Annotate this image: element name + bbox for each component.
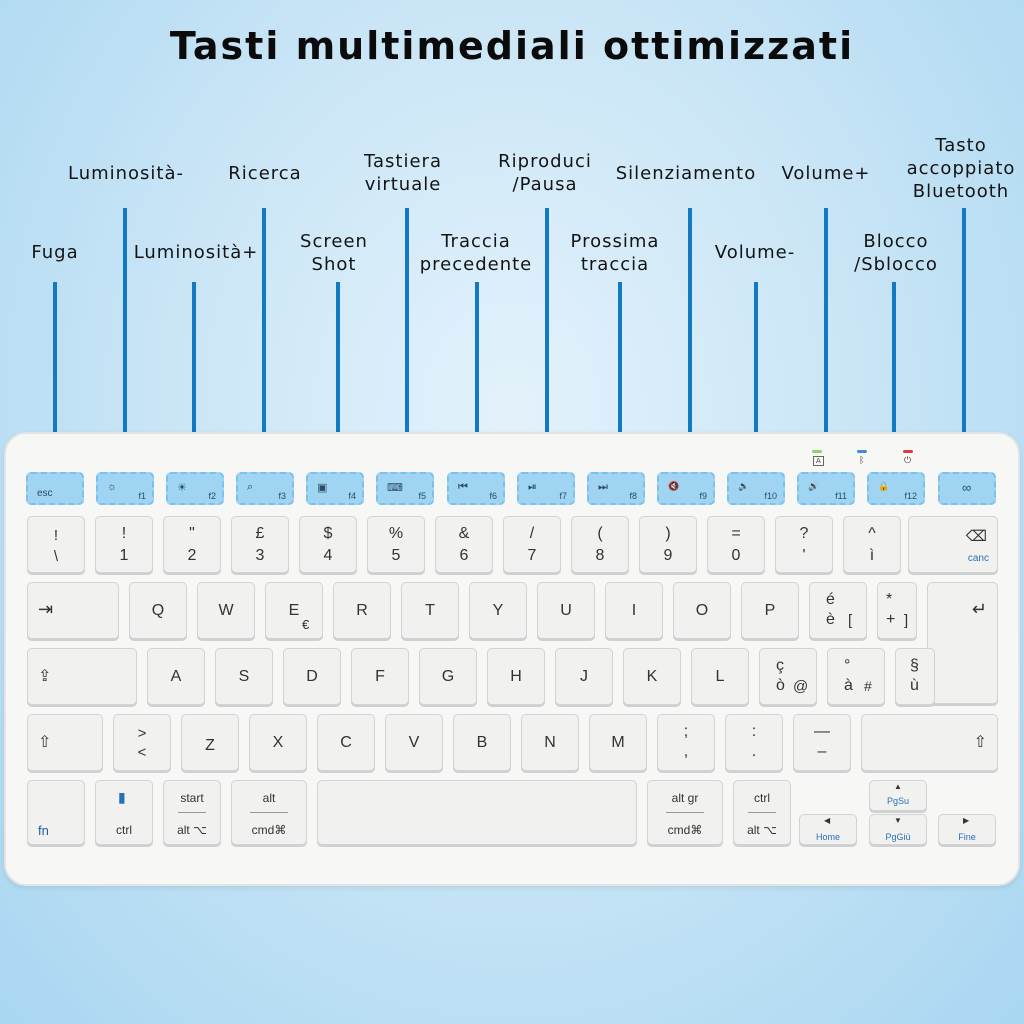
f6-key[interactable]: ⏮ f6 xyxy=(447,472,505,505)
tab-icon: ⇥ xyxy=(38,599,54,619)
lock-icon: 🔒 xyxy=(878,481,890,491)
key-1[interactable]: ! 1 xyxy=(95,516,153,573)
key-m[interactable]: M xyxy=(589,714,647,771)
key-2[interactable]: " 2 xyxy=(163,516,221,573)
tab-key[interactable] xyxy=(27,582,119,639)
f5-key[interactable]: ⌨ f5 xyxy=(376,472,434,505)
key-6[interactable]: & 6 xyxy=(435,516,493,573)
key-comma[interactable]: ; , xyxy=(657,714,715,771)
key-0[interactable]: = 0 xyxy=(707,516,765,573)
arrow-left-icon: ◀ xyxy=(824,816,831,825)
key-i-grave[interactable]: ^ ì xyxy=(843,516,901,573)
label-screenshot: Screen Shot xyxy=(300,231,368,275)
arrow-up-icon: ▲ xyxy=(894,782,902,791)
fn-key[interactable]: fn xyxy=(27,780,85,845)
screenshot-icon: ▣ xyxy=(317,482,328,494)
label-prossima-traccia: Prossima traccia xyxy=(570,231,660,275)
key-plus[interactable]: * + ] xyxy=(877,582,917,639)
keyboard xyxy=(4,432,1020,886)
key-a-grave[interactable]: ° à # xyxy=(827,648,885,705)
key-divider xyxy=(748,812,776,813)
enter-icon: ↵ xyxy=(971,599,987,619)
caps-lock-arrow-icon: ⇪ xyxy=(38,668,52,685)
right-shift-key[interactable] xyxy=(861,714,998,771)
altgr-cmd-key[interactable]: alt gr cmd⌘ xyxy=(647,780,723,845)
esc-key[interactable]: esc xyxy=(26,472,84,505)
key-u[interactable]: U xyxy=(537,582,595,639)
key-w[interactable]: W xyxy=(197,582,255,639)
key-x[interactable]: X xyxy=(249,714,307,771)
key-dash[interactable]: — – xyxy=(793,714,851,771)
key-o[interactable]: O xyxy=(673,582,731,639)
f4-key[interactable]: ▣ f4 xyxy=(306,472,364,505)
bluetooth-pair-key[interactable] xyxy=(938,472,996,505)
play-pause-icon: ⏯ xyxy=(528,481,537,493)
bluetooth-led xyxy=(857,450,867,453)
label-silenziamento: Silenziamento xyxy=(615,163,757,184)
key-n[interactable]: N xyxy=(521,714,579,771)
home-key[interactable]: ◀ Home xyxy=(799,814,857,845)
key-z[interactable]: Z xyxy=(181,714,239,771)
key-8[interactable]: ( 8 xyxy=(571,516,629,573)
label-traccia-precedente: Traccia precedente xyxy=(419,231,533,275)
mute-icon: 🔇 xyxy=(668,481,680,491)
search-icon: ⌕ xyxy=(247,481,254,493)
caps-lock-key[interactable] xyxy=(27,648,137,705)
shift-icon: ⇧ xyxy=(38,734,52,751)
key-t[interactable]: T xyxy=(401,582,459,639)
label-tastiera-virtuale: Tastiera virtuale xyxy=(364,151,442,195)
label-fuga: Fuga xyxy=(31,242,79,263)
f12-key[interactable]: 🔒 f12 xyxy=(867,472,925,505)
key-backslash[interactable]: ! \ xyxy=(27,516,85,573)
f11-key[interactable]: 🔊 f11 xyxy=(797,472,855,505)
bluetooth-pair-icon: ∞ xyxy=(962,480,972,495)
f2-key[interactable]: ☀ f2 xyxy=(166,472,224,505)
key-9[interactable]: ) 9 xyxy=(639,516,697,573)
caps-lock-icon: A xyxy=(813,456,824,466)
key-e-grave[interactable]: é è [ xyxy=(809,582,867,639)
key-i[interactable]: I xyxy=(605,582,663,639)
key-period[interactable]: : . xyxy=(725,714,783,771)
label-ricerca: Ricerca xyxy=(228,163,302,184)
label-luminosita-plus: Luminosità+ xyxy=(133,242,259,263)
label-tasto-bluetooth: Tasto accoppiato Bluetooth xyxy=(906,135,1016,202)
key-h[interactable]: H xyxy=(487,648,545,705)
alt-cmd-key[interactable]: alt cmd⌘ xyxy=(231,780,307,845)
key-v[interactable]: V xyxy=(385,714,443,771)
page-title: Tasti multimediali ottimizzati xyxy=(169,24,855,68)
left-shift-key[interactable] xyxy=(27,714,103,771)
label-luminosita-minus: Luminosità- xyxy=(67,163,185,184)
next-track-icon: ⏭ xyxy=(598,481,608,493)
key-f[interactable]: F xyxy=(351,648,409,705)
end-key[interactable]: ▶ Fine xyxy=(938,814,996,845)
enter-key[interactable] xyxy=(927,582,998,704)
key-y[interactable]: Y xyxy=(469,582,527,639)
brightness-up-icon: ☀ xyxy=(177,482,187,494)
key-u-grave[interactable]: § ù xyxy=(895,648,935,705)
key-j[interactable]: J xyxy=(555,648,613,705)
keyboard-icon: ⌨ xyxy=(387,482,403,494)
key-5[interactable]: % 5 xyxy=(367,516,425,573)
page-down-key[interactable]: ▼ PgGiù xyxy=(869,814,927,845)
key-r[interactable]: R xyxy=(333,582,391,639)
backspace-key[interactable]: ⌫ canc xyxy=(908,516,998,573)
key-l[interactable]: L xyxy=(691,648,749,705)
key-k[interactable]: K xyxy=(623,648,681,705)
key-divider xyxy=(178,812,206,813)
ctrl-alt-right-key[interactable]: ctrl alt ⌥ xyxy=(733,780,791,845)
key-g[interactable]: G xyxy=(419,648,477,705)
power-led xyxy=(903,450,913,453)
arrow-right-icon: ▶ xyxy=(963,816,970,825)
battery-icon: ▮ xyxy=(118,789,126,805)
volume-up-icon: 🔊 xyxy=(808,481,820,491)
shift-icon: ⇧ xyxy=(973,734,987,751)
start-alt-key[interactable]: start alt ⌥ xyxy=(163,780,221,845)
page-up-key[interactable]: ▲ PgSu xyxy=(869,780,927,811)
label-volume-minus: Volume- xyxy=(714,242,796,263)
f7-key[interactable]: ⏯ f7 xyxy=(517,472,575,505)
f10-key[interactable]: 🔉 f10 xyxy=(727,472,785,505)
label-blocco-sblocco: Blocco /Sblocco xyxy=(854,231,938,275)
key-apostrophe[interactable]: ? ' xyxy=(775,516,833,573)
f3-key[interactable]: ⌕ f3 xyxy=(236,472,294,505)
key-4[interactable]: $ 4 xyxy=(299,516,357,573)
f9-key[interactable]: 🔇 f9 xyxy=(657,472,715,505)
previous-track-icon: ⏮ xyxy=(458,481,468,493)
key-divider xyxy=(250,812,288,813)
backspace-icon: ⌫ xyxy=(965,528,987,545)
key-7[interactable]: / 7 xyxy=(503,516,561,573)
key-q[interactable]: Q xyxy=(129,582,187,639)
key-d[interactable]: D xyxy=(283,648,341,705)
label-volume-plus: Volume+ xyxy=(781,163,871,184)
f8-key[interactable]: ⏭ f8 xyxy=(587,472,645,505)
key-3[interactable]: £ 3 xyxy=(231,516,289,573)
key-a[interactable]: A xyxy=(147,648,205,705)
label-riproduci-pausa: Riproduci /Pausa xyxy=(498,151,592,195)
key-less-than[interactable]: > < xyxy=(113,714,171,771)
ctrl-key[interactable]: ▮ ctrl xyxy=(95,780,153,845)
bluetooth-icon: ᛒ xyxy=(859,456,865,466)
key-divider xyxy=(666,812,704,813)
key-p[interactable]: P xyxy=(741,582,799,639)
key-o-grave[interactable]: ç ò @ xyxy=(759,648,817,705)
key-s[interactable]: S xyxy=(215,648,273,705)
power-icon: ⏻ xyxy=(904,456,912,466)
caps-led xyxy=(812,450,822,453)
f1-key[interactable]: ☼ f1 xyxy=(96,472,154,505)
key-c[interactable]: C xyxy=(317,714,375,771)
arrow-down-icon: ▼ xyxy=(894,816,902,825)
key-e[interactable]: E € xyxy=(265,582,323,639)
key-b[interactable]: B xyxy=(453,714,511,771)
brightness-down-icon: ☼ xyxy=(107,481,118,493)
spacebar[interactable] xyxy=(317,780,637,845)
volume-down-icon: 🔉 xyxy=(738,481,750,491)
